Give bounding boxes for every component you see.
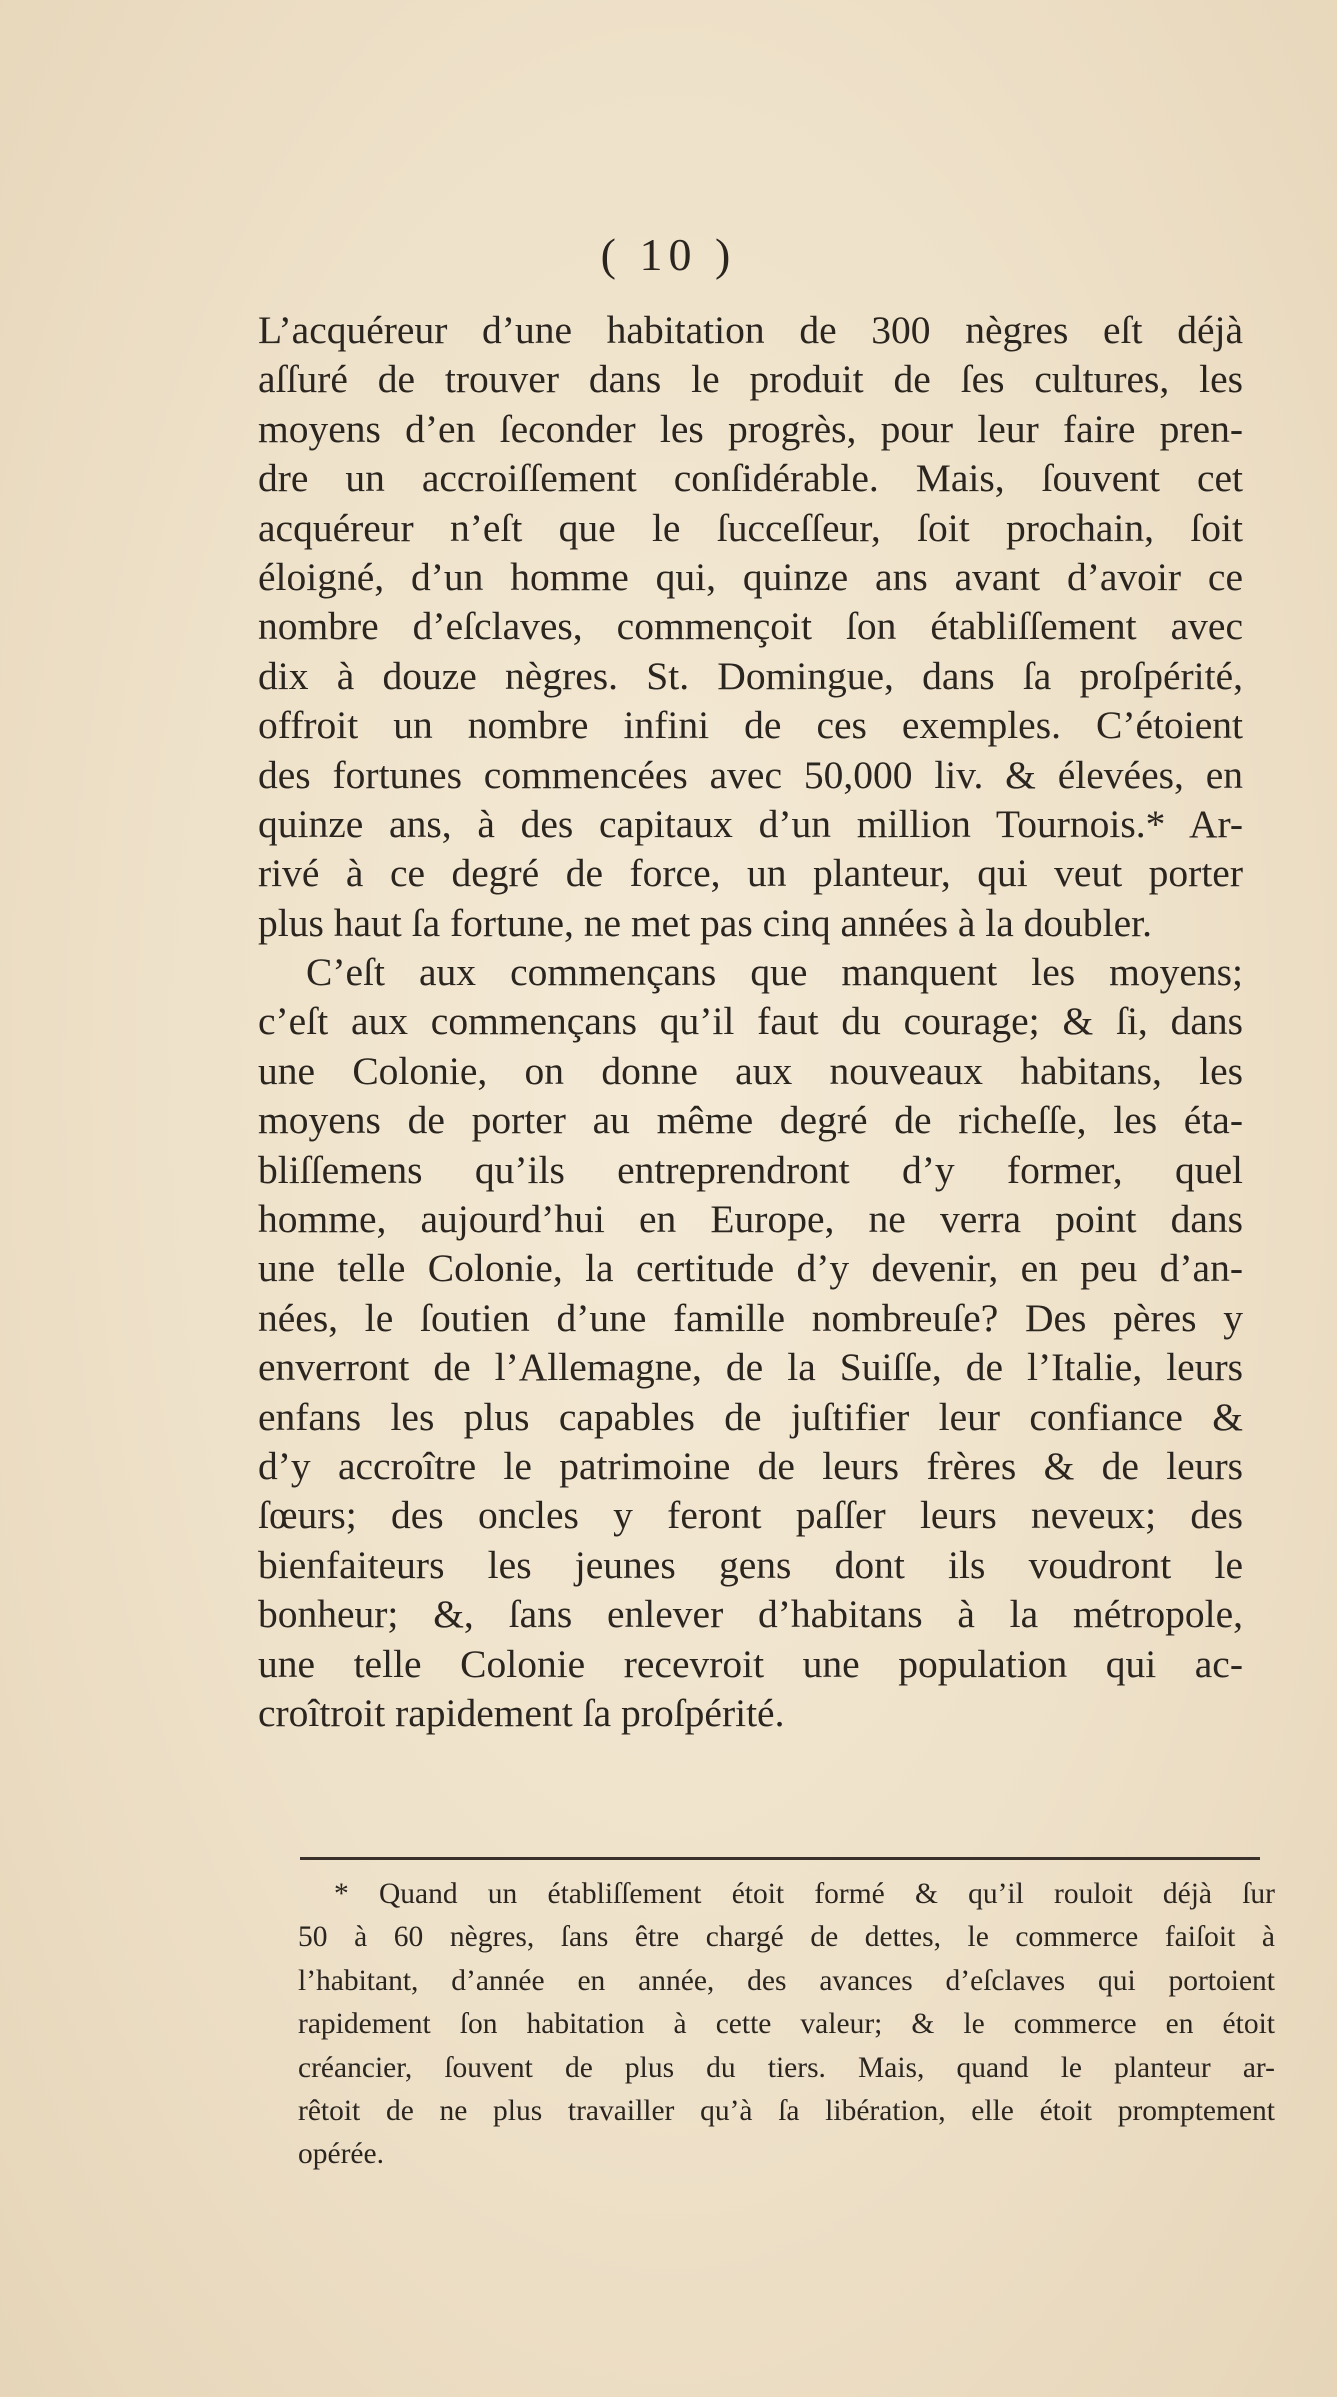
text-line: bienfaiteurs les jeunes gens dont ils voudront le [258, 1542, 1243, 1587]
footnote-line: rapidement ſon habitation à cette valeur; & le commerce en étoit [298, 2008, 1275, 2041]
footnote-line: l’habitant, d’année en année, des avances d’eſclaves qui portoient [298, 1964, 1275, 1997]
text-line: quinze ans, à des capitaux d’un million Tournois.* Ar- [258, 801, 1243, 846]
text-line: des fortunes commencées avec 50,000 liv. & élevées, en [258, 752, 1243, 797]
main-text [258, 306, 1243, 1738]
text-line: aſſuré de trouver dans le produit de ſes cultures, les [258, 357, 1243, 402]
text-line: croîtroit rapidement ſa proſpérité. [258, 1690, 785, 1735]
text-line: nombre d’eſclaves, commençoit ſon établiſſement avec [258, 604, 1243, 649]
text-line: ſœurs; des oncles y feront paſſer leurs neveux; des [258, 1493, 1243, 1538]
text-line: enfans les plus capables de juſtifier leur confiance & [258, 1394, 1243, 1439]
text-line: moyens d’en ſeconder les progrès, pour leur faire pren- [258, 406, 1243, 451]
text-line: éloigné, d’un homme qui, quinze ans avant d’avoir ce [258, 554, 1243, 599]
footnote-line: opérée. [298, 2138, 384, 2171]
footnote-line: * Quand un établiſſement étoit formé & qu’il rouloit déjà ſur [334, 1878, 1275, 1910]
text-line: d’y accroître le patrimoine de leurs frères & de leurs [258, 1443, 1243, 1488]
text-line: enverront de l’Allemagne, de la Suiſſe, de l’Italie, leurs [258, 1345, 1243, 1390]
text-line: bliſſemens qu’ils entreprendront d’y former, quel [258, 1147, 1243, 1192]
text-line: homme, aujourd’hui en Europe, ne verra point dans [258, 1197, 1243, 1242]
text-line: moyens de porter au même degré de richeſſe, les éta- [258, 1098, 1243, 1143]
text-line: c’eſt aux commençans qu’il faut du courage; & ſi, dans [258, 999, 1243, 1044]
text-line: offroit un nombre infini de ces exemples. C’étoient [258, 703, 1243, 748]
text-line: L’acquéreur d’une habitation de 300 nègres eſt déjà [258, 308, 1243, 352]
page-number: ( 10 ) [600, 229, 737, 280]
footnote [298, 1873, 1275, 2177]
footnote-line: 50 à 60 nègres, ſans être chargé de dettes, le commerce faiſoit à [298, 1921, 1275, 1954]
text-line: C’eſt aux commençans que manquent les moyens; [306, 950, 1243, 995]
text-line: acquéreur n’eſt que le ſucceſſeur, ſoit prochain, ſoit [258, 505, 1243, 550]
text-line: rivé à ce degré de force, un planteur, qui veut porter [258, 851, 1243, 896]
text-line: bonheur; &, ſans enlever d’habitans à la métropole, [258, 1592, 1243, 1637]
footnote-line: créancier, ſouvent de plus du tiers. Mais, quand le planteur ar- [298, 2051, 1275, 2084]
text-line: dix à douze nègres. St. Domingue, dans ſa proſpérité, [258, 653, 1243, 698]
text-line: une Colonie, on donne aux nouveaux habitans, les [258, 1048, 1243, 1093]
footnote-line: rêtoit de ne plus travailler qu’à ſa libération, elle étoit promptement [298, 2094, 1275, 2127]
text-line: dre un accroiſſement conſidérable. Mais, ſouvent cet [258, 456, 1243, 501]
text-line: une telle Colonie, la certitude d’y devenir, en peu d’an- [258, 1246, 1243, 1291]
text-line: nées, le ſoutien d’une famille nombreuſe? Des pères y [258, 1295, 1243, 1340]
text-line: plus haut ſa fortune, ne met pas cinq années à la doubler. [258, 900, 1152, 945]
text-line: une telle Colonie recevroit une population qui ac- [258, 1641, 1243, 1686]
footnote-divider [300, 1857, 1260, 1860]
